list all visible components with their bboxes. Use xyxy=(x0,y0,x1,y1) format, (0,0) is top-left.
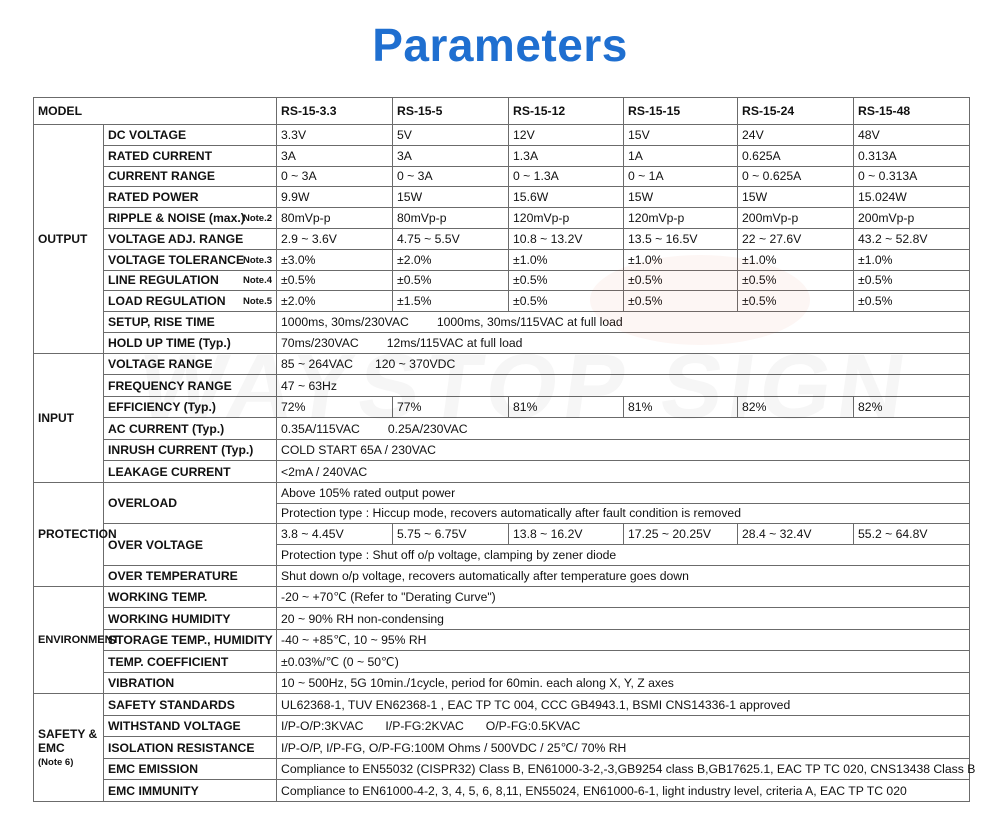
note-ref: Note.5 xyxy=(242,296,273,308)
cell: -20 ~ +70℃ (Refer to "Derating Curve") xyxy=(277,586,970,608)
cell xyxy=(277,312,970,333)
table-row xyxy=(34,780,970,802)
cell: Compliance to EN55032 (CISPR32) Class B, EN61000-3-2,-3,GB9254 class B,GB17625.1, EAC TP TC 020, CNS13438 Class B xyxy=(277,758,970,780)
cell: 47 ~ 63Hz xyxy=(277,375,970,397)
cell: -40 ~ +85℃, 10 ~ 95% RH xyxy=(277,629,970,651)
row-label: OVER TEMPERATURE xyxy=(104,565,277,586)
cell: 22 ~ 27.6V xyxy=(738,228,854,249)
row-label: OVER VOLTAGE xyxy=(104,524,277,566)
row-label: HOLD UP TIME (Typ.) xyxy=(104,332,277,353)
row-label: WORKING TEMP. xyxy=(104,586,277,608)
table-row xyxy=(34,396,970,418)
row-label: EFFICIENCY (Typ.) xyxy=(104,396,277,418)
group-label: EMC xyxy=(38,741,65,755)
cell: 200mVp-p xyxy=(738,208,854,229)
cell: 10 ~ 500Hz, 5G 10min./1cycle, period for 60min. each along X, Y, Z axes xyxy=(277,672,970,694)
table-row xyxy=(34,187,970,208)
cell: 77% xyxy=(393,396,509,418)
cell: 0 ~ 0.313A xyxy=(854,166,970,187)
model-name: RS-15-24 xyxy=(738,98,854,125)
model-name: RS-15-3.3 xyxy=(277,98,393,125)
table-row xyxy=(34,312,970,333)
cell: 3A xyxy=(277,145,393,166)
cell: 120mVp-p xyxy=(509,208,624,229)
cell-text: 0.25A/230VAC xyxy=(387,421,468,436)
cell: 2.9 ~ 3.6V xyxy=(277,228,393,249)
cell xyxy=(277,332,970,353)
cell: 15W xyxy=(393,187,509,208)
row-label xyxy=(104,270,277,291)
cell-text: 0.35A/115VAC xyxy=(281,421,360,436)
cell: 15.024W xyxy=(854,187,970,208)
cell: ±0.03%/℃ (0 ~ 50℃) xyxy=(277,651,970,673)
cell: 0.625A xyxy=(738,145,854,166)
cell-text: I/P-O/P:3KVAC xyxy=(281,719,364,733)
row-label: AC CURRENT (Typ.) xyxy=(104,418,277,440)
row-label: CURRENT RANGE xyxy=(104,166,277,187)
cell: 0 ~ 0.625A xyxy=(738,166,854,187)
cell-text: 85 ~ 264VAC xyxy=(281,357,353,372)
table-row xyxy=(34,482,970,503)
cell: 81% xyxy=(509,396,624,418)
cell: 0 ~ 1.3A xyxy=(509,166,624,187)
cell: 5.75 ~ 6.75V xyxy=(393,524,509,545)
cell: Protection type : Hiccup mode, recovers automatically after fault condition is removed xyxy=(277,503,970,524)
row-label-text: LINE REGULATION xyxy=(108,273,219,288)
cell: 13.5 ~ 16.5V xyxy=(624,228,738,249)
cell: 15V xyxy=(624,125,738,146)
cell: 17.25 ~ 20.25V xyxy=(624,524,738,545)
row-label: SAFETY STANDARDS xyxy=(104,694,277,716)
page-title: Parameters xyxy=(372,19,628,71)
cell: <2mA / 240VAC xyxy=(277,461,970,483)
table-row xyxy=(34,291,970,312)
table-row xyxy=(34,524,970,545)
cell: ±0.5% xyxy=(854,270,970,291)
cell: 55.2 ~ 64.8V xyxy=(854,524,970,545)
cell: 28.4 ~ 32.4V xyxy=(738,524,854,545)
cell: 4.75 ~ 5.5V xyxy=(393,228,509,249)
table-row xyxy=(34,737,970,759)
cell: 48V xyxy=(854,125,970,146)
cell-text: 120 ~ 370VDC xyxy=(374,357,456,372)
cell: 3A xyxy=(393,145,509,166)
cell: 0 ~ 1A xyxy=(624,166,738,187)
table-row xyxy=(34,228,970,249)
row-label: STORAGE TEMP., HUMIDITY xyxy=(104,629,277,651)
row-label: VIBRATION xyxy=(104,672,277,694)
cell: 82% xyxy=(854,396,970,418)
cell: 72% xyxy=(277,396,393,418)
cell-text: I/P-FG:2KVAC xyxy=(385,719,464,733)
cell: UL62368-1, TUV EN62368-1 , EAC TP TC 004, CCC GB4943.1, BSMI CNS14336-1 approved xyxy=(277,694,970,716)
cell: 120mVp-p xyxy=(624,208,738,229)
cell: 15W xyxy=(738,187,854,208)
model-name: RS-15-12 xyxy=(509,98,624,125)
cell: 9.9W xyxy=(277,187,393,208)
row-label: FREQUENCY RANGE xyxy=(104,375,277,397)
table-row xyxy=(34,249,970,270)
row-label-text: RIPPLE & NOISE (max.) xyxy=(108,211,245,226)
row-label: EMC EMISSION xyxy=(104,758,277,780)
cell: 200mVp-p xyxy=(854,208,970,229)
table-row xyxy=(34,629,970,651)
cell: 1.3A xyxy=(509,145,624,166)
cell: ±0.5% xyxy=(738,270,854,291)
row-label: WITHSTAND VOLTAGE xyxy=(104,715,277,737)
cell: 3.3V xyxy=(277,125,393,146)
table-row xyxy=(34,439,970,461)
table-row xyxy=(34,694,970,716)
cell: ±0.5% xyxy=(624,291,738,312)
table-row xyxy=(34,565,970,586)
table-header-row xyxy=(34,98,970,125)
cell: Shut down o/p voltage, recovers automatically after temperature goes down xyxy=(277,565,970,586)
table-row xyxy=(34,270,970,291)
cell: ±0.5% xyxy=(393,270,509,291)
note-ref: Note.3 xyxy=(242,254,273,266)
group-output: OUTPUT xyxy=(34,125,104,354)
cell: ±1.0% xyxy=(624,249,738,270)
cell: ±0.5% xyxy=(509,270,624,291)
cell: 15W xyxy=(624,187,738,208)
cell: 15.6W xyxy=(509,187,624,208)
table-row xyxy=(34,125,970,146)
row-label: VOLTAGE ADJ. RANGE xyxy=(104,228,277,249)
cell xyxy=(277,715,970,737)
table-row xyxy=(34,758,970,780)
row-label: INRUSH CURRENT (Typ.) xyxy=(104,439,277,461)
row-label xyxy=(104,291,277,312)
row-label xyxy=(104,249,277,270)
table-row xyxy=(34,672,970,694)
cell: 10.8 ~ 13.2V xyxy=(509,228,624,249)
table-row xyxy=(34,353,970,375)
cell: 12V xyxy=(509,125,624,146)
cell: 80mVp-p xyxy=(393,208,509,229)
spec-table xyxy=(33,97,976,802)
cell: 1A xyxy=(624,145,738,166)
cell xyxy=(277,353,970,375)
cell-text: 70ms/230VAC xyxy=(281,335,359,350)
cell: 81% xyxy=(624,396,738,418)
cell: 82% xyxy=(738,396,854,418)
cell-text: 12ms/115VAC at full load xyxy=(386,335,523,350)
table-row xyxy=(34,461,970,483)
cell: 0 ~ 3A xyxy=(277,166,393,187)
cell: 13.8 ~ 16.2V xyxy=(509,524,624,545)
table-row xyxy=(34,145,970,166)
cell: 3.8 ~ 4.45V xyxy=(277,524,393,545)
group-note: (Note 6) xyxy=(38,757,74,768)
note-ref: Note.2 xyxy=(242,213,273,225)
table-row xyxy=(34,586,970,608)
table-row xyxy=(34,332,970,353)
cell: 43.2 ~ 52.8V xyxy=(854,228,970,249)
row-label-text: LOAD REGULATION xyxy=(108,294,226,309)
group-protection: PROTECTION xyxy=(34,482,104,586)
cell: 5V xyxy=(393,125,509,146)
cell-text: 1000ms, 30ms/115VAC at full load xyxy=(436,315,623,330)
row-label: LEAKAGE CURRENT xyxy=(104,461,277,483)
cell: 0 ~ 3A xyxy=(393,166,509,187)
row-label xyxy=(104,208,277,229)
cell: 24V xyxy=(738,125,854,146)
cell: ±0.5% xyxy=(854,291,970,312)
group-environment: ENVIRONMENT xyxy=(34,586,104,694)
cell: I/P-O/P, I/P-FG, O/P-FG:100M Ohms / 500VDC / 25℃/ 70% RH xyxy=(277,737,970,759)
cell: ±3.0% xyxy=(277,249,393,270)
cell: Protection type : Shut off o/p voltage, clamping by zener diode xyxy=(277,545,970,566)
table-row xyxy=(34,375,970,397)
model-header: MODEL xyxy=(34,98,277,125)
cell: ±2.0% xyxy=(393,249,509,270)
cell: ±2.0% xyxy=(277,291,393,312)
row-label: DC VOLTAGE xyxy=(104,125,277,146)
cell: 80mVp-p xyxy=(277,208,393,229)
table-row xyxy=(34,608,970,630)
cell: Above 105% rated output power xyxy=(277,482,970,503)
cell: ±0.5% xyxy=(509,291,624,312)
cell: ±1.0% xyxy=(738,249,854,270)
cell-text: 1000ms, 30ms/230VAC xyxy=(281,315,409,330)
row-label: WORKING HUMIDITY xyxy=(104,608,277,630)
table-row xyxy=(34,166,970,187)
row-label: RATED POWER xyxy=(104,187,277,208)
table-row xyxy=(34,208,970,229)
cell: 0.313A xyxy=(854,145,970,166)
table-row xyxy=(34,651,970,673)
model-name: RS-15-5 xyxy=(393,98,509,125)
row-label: TEMP. COEFFICIENT xyxy=(104,651,277,673)
cell: ±1.0% xyxy=(854,249,970,270)
cell: ±1.5% xyxy=(393,291,509,312)
row-label: EMC IMMUNITY xyxy=(104,780,277,802)
group-input: INPUT xyxy=(34,353,104,482)
row-label: SETUP, RISE TIME xyxy=(104,312,277,333)
cell-text: O/P-FG:0.5KVAC xyxy=(485,719,581,733)
cell xyxy=(277,418,970,440)
row-label: RATED CURRENT xyxy=(104,145,277,166)
cell: ±1.0% xyxy=(509,249,624,270)
row-label: ISOLATION RESISTANCE xyxy=(104,737,277,759)
group-safety-emc xyxy=(34,694,104,802)
row-label: OVERLOAD xyxy=(104,482,277,524)
cell: COLD START 65A / 230VAC xyxy=(277,439,970,461)
cell: Compliance to EN61000-4-2, 3, 4, 5, 6, 8,11, EN55024, EN61000-6-1, light industry level, criteria A, EAC TP TC 020 xyxy=(277,780,970,802)
cell: ±0.5% xyxy=(738,291,854,312)
cell: 20 ~ 90% RH non-condensing xyxy=(277,608,970,630)
table-row xyxy=(34,715,970,737)
row-label-text: VOLTAGE TOLERANCE xyxy=(108,252,245,267)
model-name: RS-15-48 xyxy=(854,98,970,125)
cell: ±0.5% xyxy=(277,270,393,291)
note-ref: Note.4 xyxy=(242,275,273,287)
row-label: VOLTAGE RANGE xyxy=(104,353,277,375)
cell: ±0.5% xyxy=(624,270,738,291)
table-row xyxy=(34,418,970,440)
model-name: RS-15-15 xyxy=(624,98,738,125)
group-label: SAFETY & xyxy=(38,727,98,741)
